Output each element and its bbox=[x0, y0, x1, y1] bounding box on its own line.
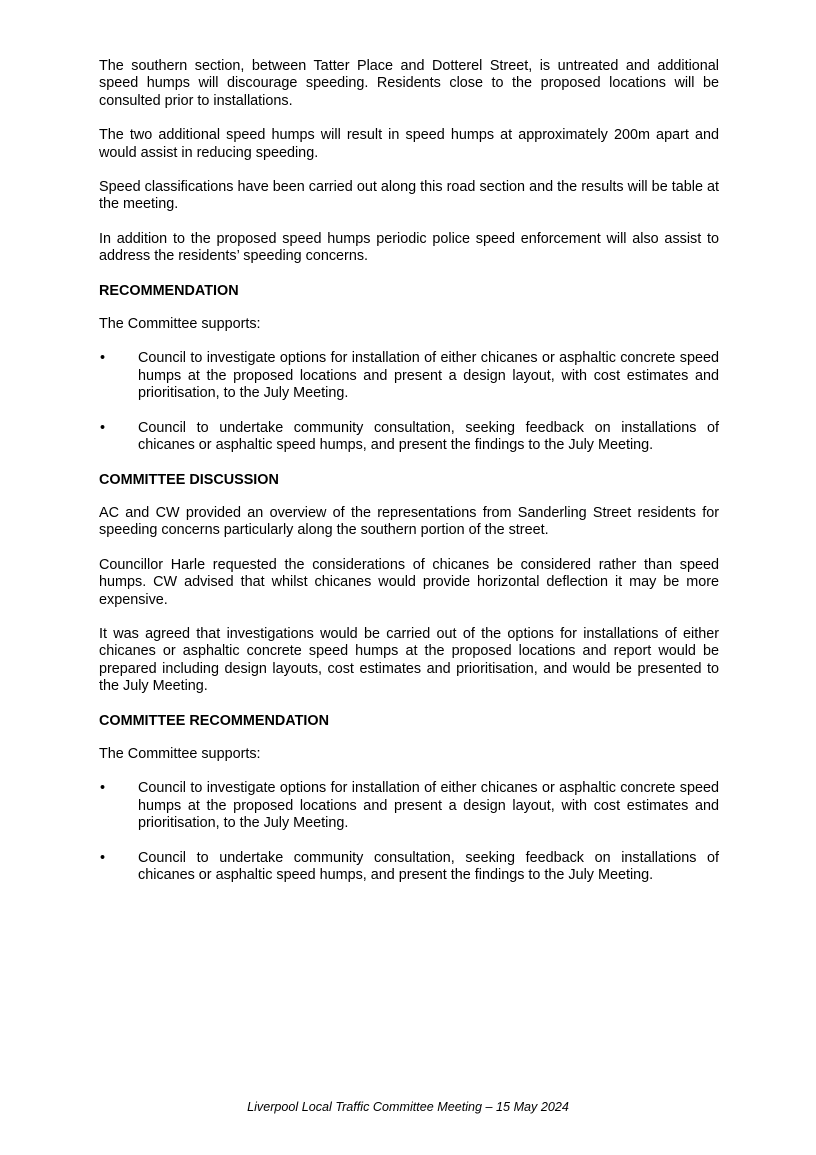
bullet-text: Council to investigate options for installation of either chicanes or asphaltic concrete speed humps at the proposed locations and present a design layout, with cost estimates and prioritisation, to the July Meeting. bbox=[138, 350, 719, 402]
bullet-text: Council to undertake community consultation, seeking feedback on installations of chicanes or asphaltic speed humps, and present the findings to the July Meeting. bbox=[138, 419, 719, 454]
bullet-icon: • bbox=[100, 849, 106, 866]
discussion-paragraph-chicanes: Councillor Harle requested the considerations of chicanes be considered rather than speed humps. CW advised that whilst chicanes would provide horizontal deflection it may be more expensive. bbox=[99, 556, 719, 608]
list-item bbox=[99, 850, 719, 885]
document-page bbox=[99, 58, 719, 884]
bullet-icon: • bbox=[100, 780, 106, 797]
list-item bbox=[99, 780, 719, 832]
bullet-icon: • bbox=[100, 419, 106, 436]
paragraph-speed-classifications: Speed classifications have been carried out along this road section and the results will be table at the meeting. bbox=[99, 179, 719, 213]
bullet-text: Council to investigate options for installation of either chicanes or asphaltic concrete speed humps at the proposed locations and present a design layout, with cost estimates and prioritisation, to the July Meeting. bbox=[138, 780, 719, 832]
recommendation-heading: RECOMMENDATION bbox=[99, 282, 239, 299]
recommendation-intro: The Committee supports: bbox=[99, 316, 261, 333]
list-item bbox=[99, 350, 719, 402]
list-item bbox=[99, 420, 719, 455]
discussion-paragraph-agreement: It was agreed that investigations would be carried out of the options for installations of either chicanes or asphaltic concrete speed humps at the proposed locations and report would be prepared including design layouts, cost estimates and prioritisation, and would be presented to the July Meeting. bbox=[99, 625, 719, 695]
paragraph-police-enforcement: In addition to the proposed speed humps periodic police speed enforcement will also assist to address the residents’ speeding concerns. bbox=[99, 230, 719, 265]
paragraph-southern-section: The southern section, between Tatter Place and Dotterel Street, is untreated and additional speed humps will discourage speeding. Residents close to the proposed locations will be consulted prior to installations. bbox=[99, 58, 719, 109]
paragraph-additional-speed-humps: The two additional speed humps will result in speed humps at approximately 200m apart and would assist in reducing speeding. bbox=[99, 127, 719, 161]
committee-recommendation-intro: The Committee supports: bbox=[99, 745, 261, 762]
discussion-paragraph-overview: AC and CW provided an overview of the representations from Sanderling Street residents for speeding concerns particularly along the southern portion of the street. bbox=[99, 504, 719, 539]
page-footer: Liverpool Local Traffic Committee Meeting – 15 May 2024 bbox=[247, 1100, 569, 1114]
committee-discussion-heading: COMMITTEE DISCUSSION bbox=[99, 471, 279, 488]
recommendation-bullet-list bbox=[99, 350, 719, 454]
committee-recommendation-heading: COMMITTEE RECOMMENDATION bbox=[99, 712, 329, 729]
committee-recommendation-bullet-list bbox=[99, 780, 719, 884]
bullet-text: Council to undertake community consultation, seeking feedback on installations of chicanes or asphaltic speed humps, and present the findings to the July Meeting. bbox=[138, 849, 719, 883]
bullet-icon: • bbox=[100, 350, 106, 367]
